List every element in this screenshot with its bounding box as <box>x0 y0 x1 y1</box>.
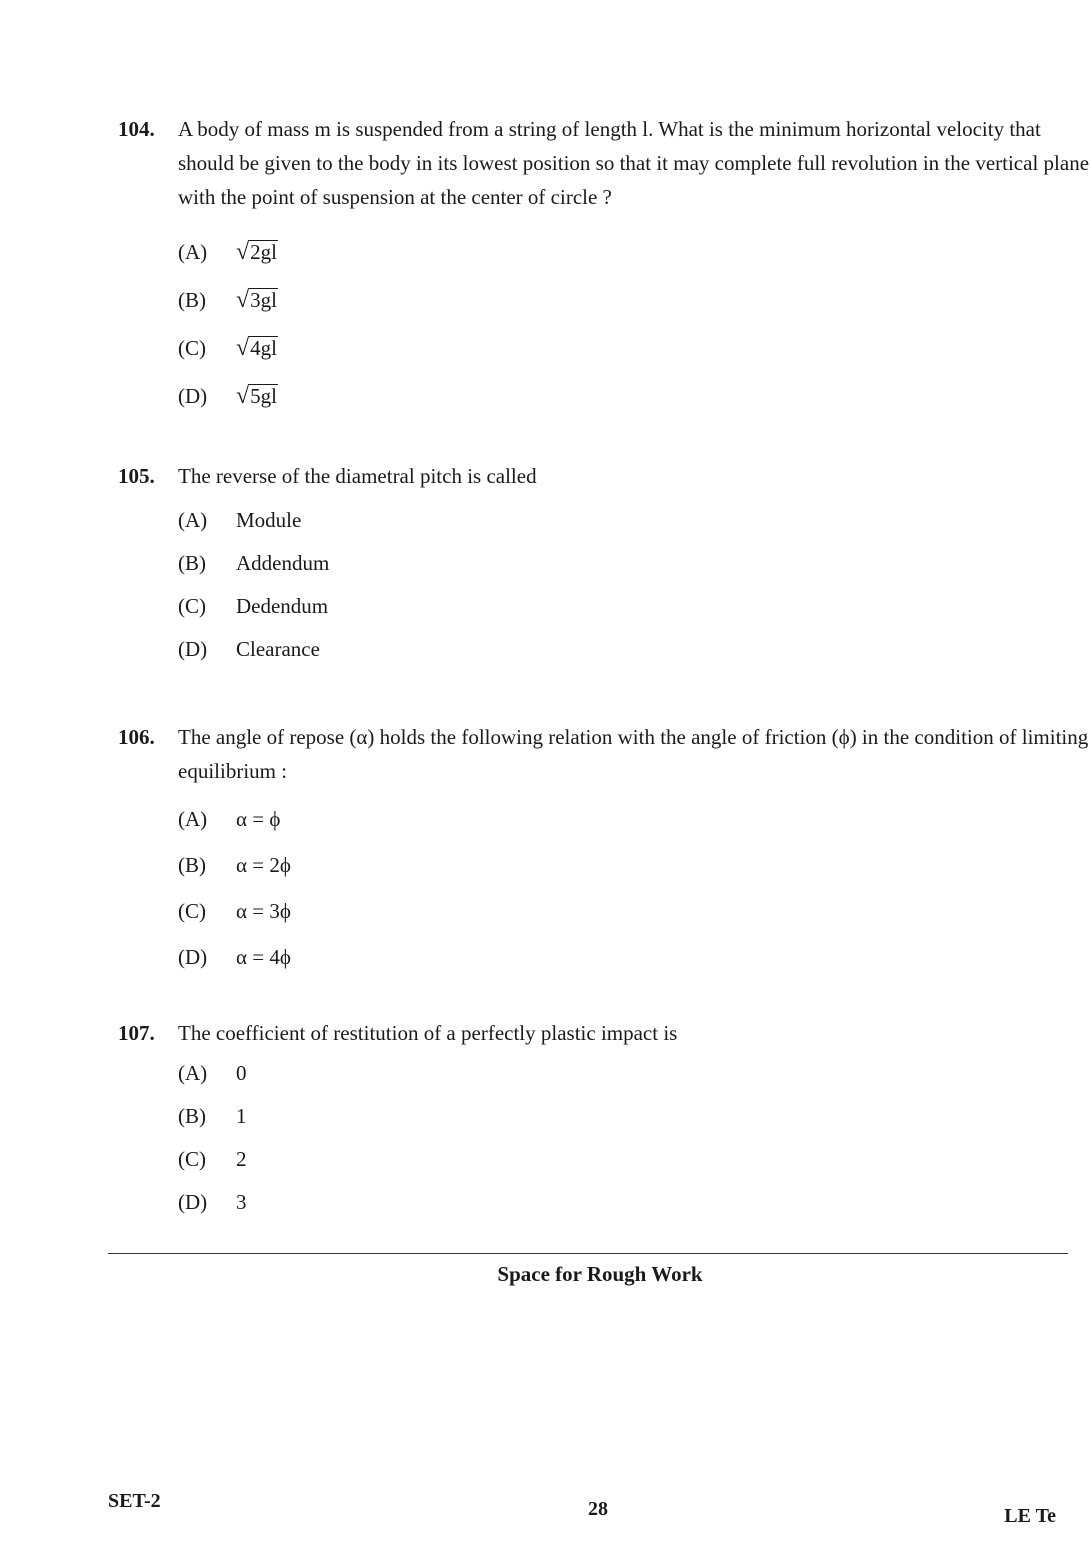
option-label: (B) <box>178 551 206 575</box>
question-text: The coefficient of restitution of a perfectly plastic impact is <box>178 1021 678 1045</box>
option-label: (D) <box>178 1190 208 1214</box>
option-a <box>178 228 1092 276</box>
sqrt-expression: √ 5gl <box>236 383 278 410</box>
question-text: A body of mass m is suspended from a string of length l. What is the minimum horizontal velocity that should be given to the body in its lowest position so that it may complete full revolution in the vertical plane with the point of suspension at the center of circle ? <box>178 117 1090 209</box>
option-value: α = 2ϕ <box>236 852 291 877</box>
option-label: (C) <box>178 335 206 360</box>
option-a <box>178 1052 1092 1095</box>
question-text: The angle of repose (α) holds the following relation with the angle of friction (ϕ) in the condition of limiting equilibrium : <box>178 725 1089 783</box>
radicand: 2gl <box>250 239 278 264</box>
option-label: (B) <box>178 852 206 877</box>
option-a <box>178 499 1092 542</box>
sqrt-expression: √ 3gl <box>236 287 278 314</box>
option-value: Dedendum <box>236 594 329 618</box>
option-value: Clearance <box>236 637 320 661</box>
option-label: (D) <box>178 383 208 408</box>
option-b <box>178 842 1092 888</box>
option-label: (B) <box>178 287 206 312</box>
question-107 <box>118 1016 1092 1224</box>
option-value: 2 <box>236 1147 247 1171</box>
option-value: α = 4ϕ <box>236 944 291 969</box>
radicand: 5gl <box>250 383 278 408</box>
option-label: (C) <box>178 898 206 923</box>
question-number: 106. <box>118 725 155 749</box>
option-d <box>178 934 1092 980</box>
option-d <box>178 628 1092 671</box>
option-label: (D) <box>178 637 208 661</box>
option-label: (A) <box>178 508 208 532</box>
option-value: 0 <box>236 1061 247 1085</box>
option-value: α = ϕ <box>236 806 281 831</box>
footer-right-text: LE Te <box>1004 1505 1056 1527</box>
radicand: 3gl <box>250 287 278 312</box>
sqrt-expression: √ 2gl <box>236 239 278 266</box>
question-number: 104. <box>118 117 155 141</box>
option-value: 3 <box>236 1190 247 1214</box>
rough-work-label: Space for Rough Work <box>497 1262 703 1286</box>
option-b <box>178 276 1092 324</box>
option-c <box>178 585 1092 628</box>
option-label: (A) <box>178 806 208 831</box>
sqrt-expression: √ 4gl <box>236 335 278 362</box>
radicand: 4gl <box>250 335 278 360</box>
option-value: Addendum <box>236 551 330 575</box>
question-number: 105. <box>118 464 155 488</box>
option-label: (A) <box>178 239 208 264</box>
rough-work-divider <box>108 1253 1068 1254</box>
option-b <box>178 542 1092 585</box>
footer-page-number: 28 <box>588 1498 608 1520</box>
option-value: 1 <box>236 1104 247 1128</box>
question-105 <box>118 459 1092 671</box>
option-c <box>178 888 1092 934</box>
option-label: (C) <box>178 1147 206 1171</box>
option-label: (D) <box>178 944 208 969</box>
option-c <box>178 1138 1092 1181</box>
option-value: α = 3ϕ <box>236 898 291 923</box>
question-text: The reverse of the diametral pitch is called <box>178 464 537 488</box>
option-b <box>178 1095 1092 1138</box>
question-number: 107. <box>118 1021 155 1045</box>
question-104 <box>118 112 1092 420</box>
option-label: (B) <box>178 1104 206 1128</box>
option-value: Module <box>236 508 302 532</box>
option-d <box>178 372 1092 420</box>
option-label: (C) <box>178 594 206 618</box>
option-d <box>178 1181 1092 1224</box>
option-a <box>178 796 1092 842</box>
option-c <box>178 324 1092 372</box>
footer-set-label: SET-2 <box>108 1490 161 1512</box>
option-label: (A) <box>178 1061 208 1085</box>
question-106 <box>118 720 1092 980</box>
